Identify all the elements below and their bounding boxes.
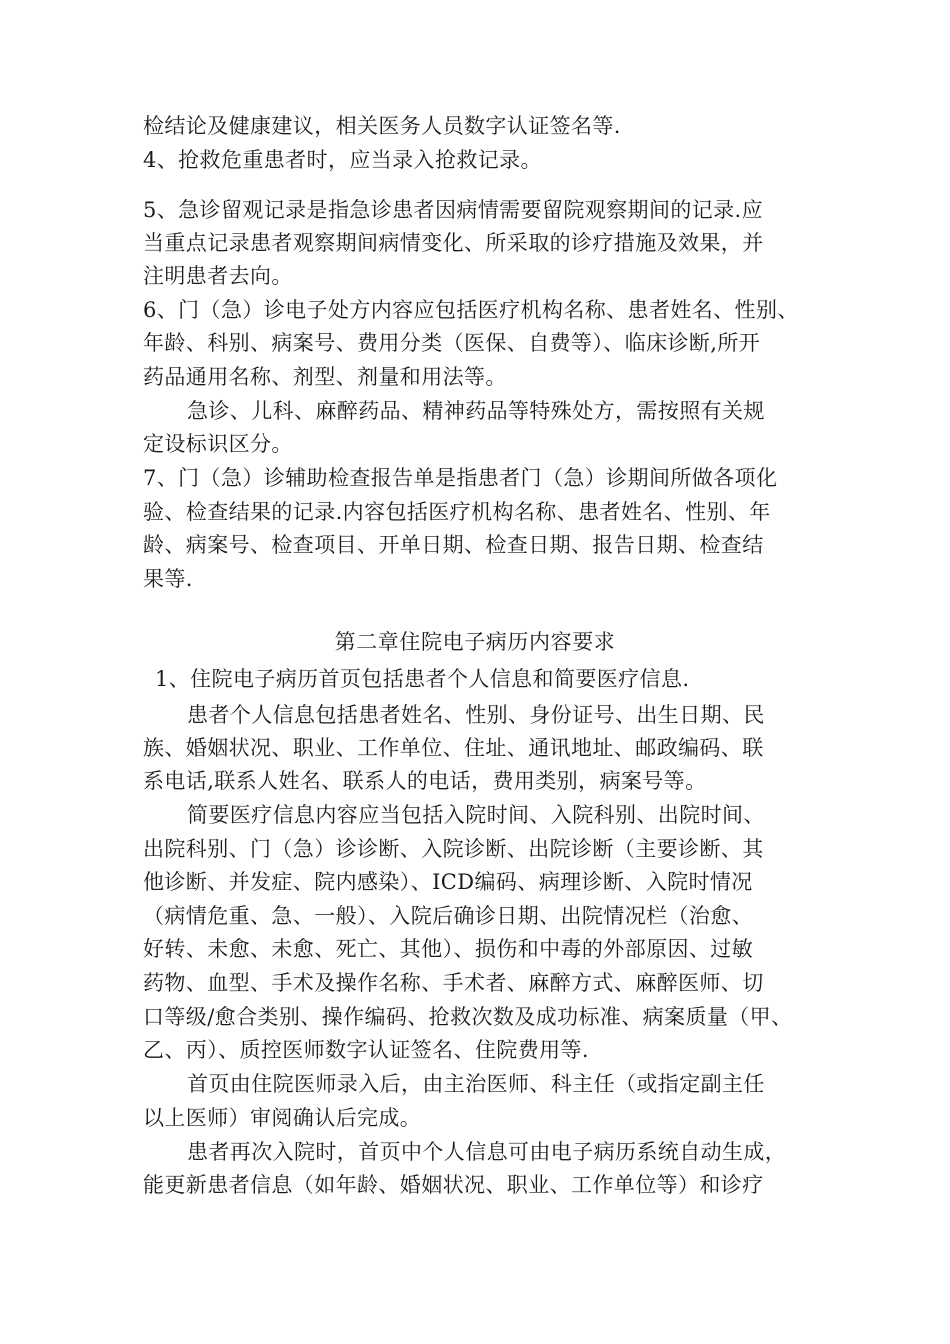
text-line: 以上医师）审阅确认后完成。	[143, 1106, 422, 1130]
text-line: 简要医疗信息内容应当包括入院时间、入院科别、出院时间、	[187, 803, 765, 827]
text-line: 6、门（急）诊电子处方内容应包括医疗机构名称、患者姓名、性别、	[143, 298, 799, 322]
text-line: 7、门（急）诊辅助检查报告单是指患者门（急）诊期间所做各项化	[143, 466, 778, 490]
text-line: 乙、丙）、质控医师数字认证签名、住院费用等.	[143, 1038, 589, 1062]
text-line: 急诊、儿科、麻醉药品、精神药品等特殊处方，需按照有关规	[187, 399, 765, 423]
text-line: 龄、病案号、检查项目、开单日期、检查日期、报告日期、检查结	[143, 533, 764, 557]
text-line: 定设标识区分。	[143, 432, 293, 456]
text-line: 验、检查结果的记录.内容包括医疗机构名称、患者姓名、性别、年	[143, 500, 771, 524]
text-line: 5、急诊留观记录是指急诊患者因病情需要留院观察期间的记录.应	[143, 198, 764, 222]
text-line: 检结论及健康建议，相关医务人员数字认证签名等.	[143, 114, 621, 138]
text-line: （病情危重、急、一般）、入院后确诊日期、出院情况栏（治愈、	[143, 904, 754, 928]
text-line: 药物、血型、手术及操作名称、手术者、麻醉方式、麻醉医师、切	[143, 971, 764, 995]
chapter-heading: 第二章住院电子病历内容要求	[334, 630, 616, 654]
text-line: 患者再次入院时，首页中个人信息可由电子病历系统自动生成，	[187, 1140, 787, 1164]
text-line: 好转、未愈、未愈、死亡、其他）、损伤和中毒的外部原因、过敏	[143, 937, 754, 961]
text-line: 口等级/愈合类别、操作编码、抢救次数及成功标准、病案质量（甲、	[143, 1005, 793, 1029]
text-line: 果等.	[143, 567, 193, 591]
text-line: 注明患者去向。	[143, 264, 293, 288]
text-line: 出院科别、门（急）诊诊断、入院诊断、出院诊断（主要诊断、其	[143, 837, 764, 861]
text-line: 患者个人信息包括患者姓名、性别、身份证号、出生日期、民	[187, 703, 765, 727]
text-line: 系电话,联系人姓名、联系人的电话，费用类别，病案号等。	[143, 769, 707, 793]
text-line: 首页由住院医师录入后，由主治医师、科主任（或指定副主任	[187, 1072, 765, 1096]
text-line: 他诊断、并发症、院内感染）、ICD编码、病理诊断、入院时情况	[143, 870, 753, 894]
text-line: 能更新患者信息（如年龄、婚姻状况、职业、工作单位等）和诊疗	[143, 1173, 764, 1197]
text-line: 当重点记录患者观察期间病情变化、所采取的诊疗措施及效果，并	[143, 231, 764, 255]
text-line: 4、抢救危重患者时，应当录入抢救记录。	[143, 148, 542, 172]
text-line: 药品通用名称、剂型、剂量和用法等。	[143, 365, 507, 389]
text-line: 族、婚姻状况、职业、工作单位、住址、通讯地址、邮政编码、联	[143, 736, 764, 760]
text-line: 年龄、科别、病案号、费用分类（医保、自费等）、临床诊断,所开	[143, 331, 761, 355]
text-line: 1、住院电子病历首页包括患者个人信息和简要医疗信息.	[155, 667, 690, 691]
